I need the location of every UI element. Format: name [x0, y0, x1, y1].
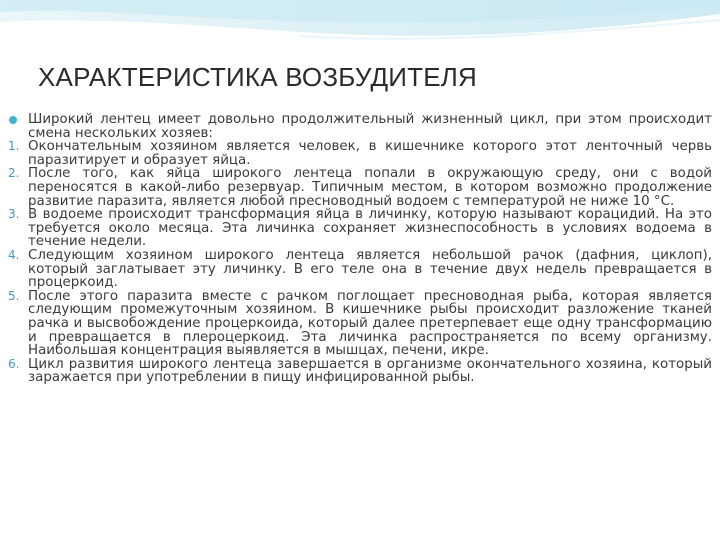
list-item	[8, 290, 712, 358]
bullet-marker	[8, 113, 28, 126]
item-number: 1.	[8, 139, 20, 154]
header-wave-decoration	[0, 0, 720, 60]
item-number: 5.	[8, 288, 20, 303]
slide-title: ХАРАКТЕРИСТИКА ВОЗБУДИТЕЛЯ	[38, 62, 477, 92]
item-text: После этого паразита вместе с рачком поглощает пресноводная рыба, которая является следующим промежуточным хозяином. В кишечнике рыбы происходит разложение тканей рачка и высвобождение процеркоида, который далее претерпевает еще одну трансформацию и превращается в плероцеркоид. Эта личинка распространяется по всему организму. Наибольшая концентрация выявляется в мышцах, печени, икре.	[28, 288, 712, 359]
list-item	[8, 167, 712, 208]
item-number: 3.	[8, 207, 20, 222]
item-text: Цикл развития широкого лентеца завершается в организме окончательного хозяина, который заражается при употреблении в пищу инфицированной рыбы.	[28, 356, 712, 386]
list-item	[8, 358, 712, 385]
content-list	[8, 113, 712, 385]
intro-text: Широкий лентец имеет довольно продолжительный жизненный цикл, при этом происходит смена нескольких хозяев:	[28, 112, 712, 141]
list-item	[8, 140, 712, 167]
item-text: Окончательным хозяином является человек, в кишечнике которого этот ленточный червь паразитирует и образует яйца.	[28, 139, 712, 168]
item-text: Следующим хозяином широкого лентеца является небольшой рачок (дафния, циклоп), который заглатывает эту личинку. В его теле она в течение двух недель превращается в процеркоид.	[28, 247, 712, 291]
item-number: 6.	[8, 356, 20, 371]
intro-row	[8, 113, 712, 140]
item-text: В водоеме происходит трансформация яйца в личинку, которую называют корацидий. На это требуется около месяца. Эта личинка сохраняет жизнеспособность в условиях водоема в течение недели.	[28, 207, 712, 250]
list-item	[8, 208, 712, 249]
item-text: После того, как яйца широкого лентеца попали в окружающую среду, они с водой переносятся в какой-либо резервуар. Типичным местом, в котором возможно продолжение развитие паразита, является любой пресноводный водоем с температурой не ниже 10 °С.	[28, 166, 712, 209]
item-number: 4.	[8, 247, 20, 262]
list-item	[8, 249, 712, 290]
item-number: 2.	[8, 166, 20, 181]
